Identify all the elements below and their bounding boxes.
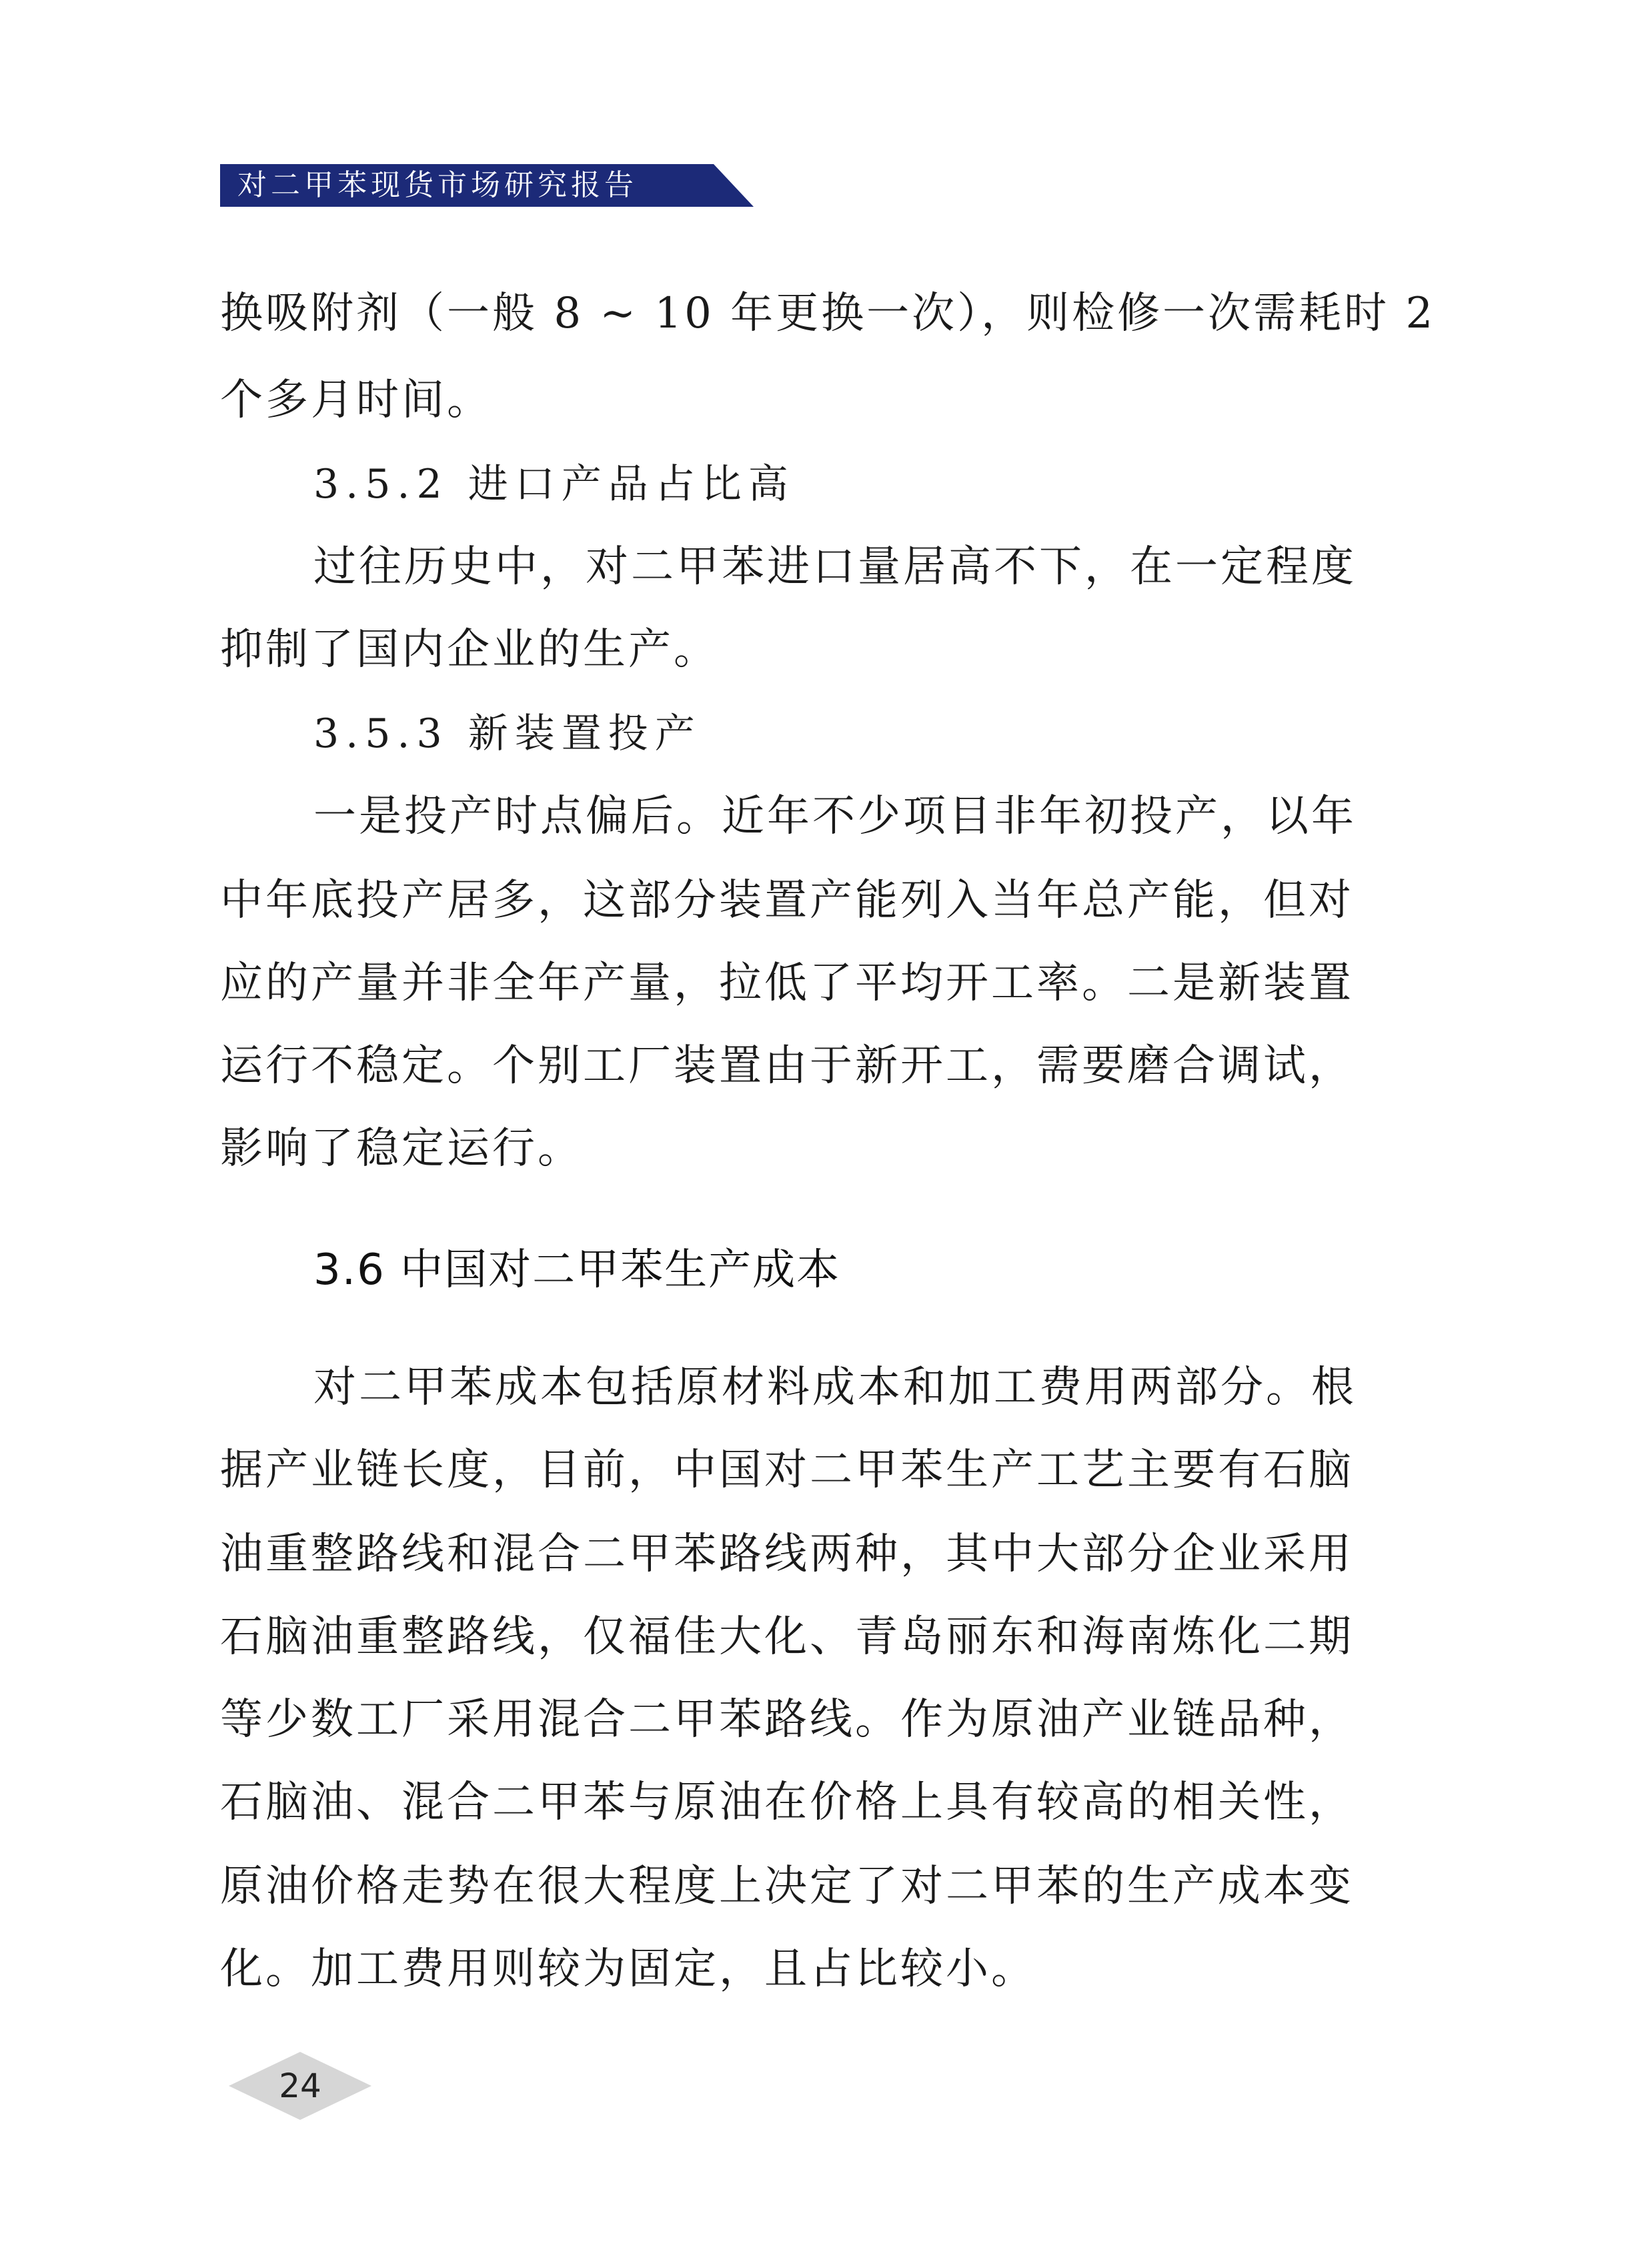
subsection-heading-3-5-3: 3.5.3 新装置投产 [313,710,702,757]
subsection-heading-3-5-2: 3.5.2 进口产品占比高 [313,461,795,508]
paragraph-line: 中年底投产居多，这部分装置产能列入当年总产能，但对 [220,876,1354,925]
paragraph-line: 过往历史中，对二甲苯进口量居高不下，在一定程度 [313,542,1357,592]
paragraph-line: 石脑油重整路线，仅福佳大化、青岛丽东和海南炼化二期 [220,1612,1354,1662]
section-heading-3-6: 3.6 中国对二甲苯生产成本 [313,1245,841,1295]
header-banner [220,164,754,207]
paragraph-line: 据产业链长度，目前，中国对二甲苯生产工艺主要有石脑 [220,1446,1354,1495]
paragraph-line: 石脑油、混合二甲苯与原油在价格上具有较高的相关性， [220,1778,1354,1827]
paragraph-line: 应的产量并非全年产量，拉低了平均开工率。二是新装置 [220,959,1354,1008]
paragraph-line: 运行不稳定。个别工厂装置由于新开工，需要磨合调试， [220,1041,1354,1091]
paragraph-line: 抑制了国内企业的生产。 [220,625,719,674]
paragraph-line: 对二甲苯成本包括原材料成本和加工费用两部分。根 [313,1363,1357,1412]
page-number-badge [223,2049,377,2123]
paragraph-line: 化。加工费用则较为固定，且占比较小。 [220,1944,1036,1994]
paragraph-line: 油重整路线和混合二甲苯路线两种，其中大部分企业采用 [220,1530,1354,1579]
paragraph-line: 换吸附剂（一般 8 ~ 10 年更换一次），则检修一次需耗时 2 [220,289,1436,338]
running-header-title: 对二甲苯现货市场研究报告 [237,168,638,202]
paragraph-line: 一是投产时点偏后。近年不少项目非年初投产，以年 [313,792,1357,841]
paragraph-line: 原油价格走势在很大程度上决定了对二甲苯的生产成本变 [220,1862,1354,1911]
paragraph-line: 影响了稳定运行。 [220,1124,583,1173]
page-number: 24 [279,2067,321,2105]
paragraph-line: 等少数工厂采用混合二甲苯路线。作为原油产业链品种， [220,1695,1354,1744]
paragraph-line: 个多月时间。 [220,376,492,425]
